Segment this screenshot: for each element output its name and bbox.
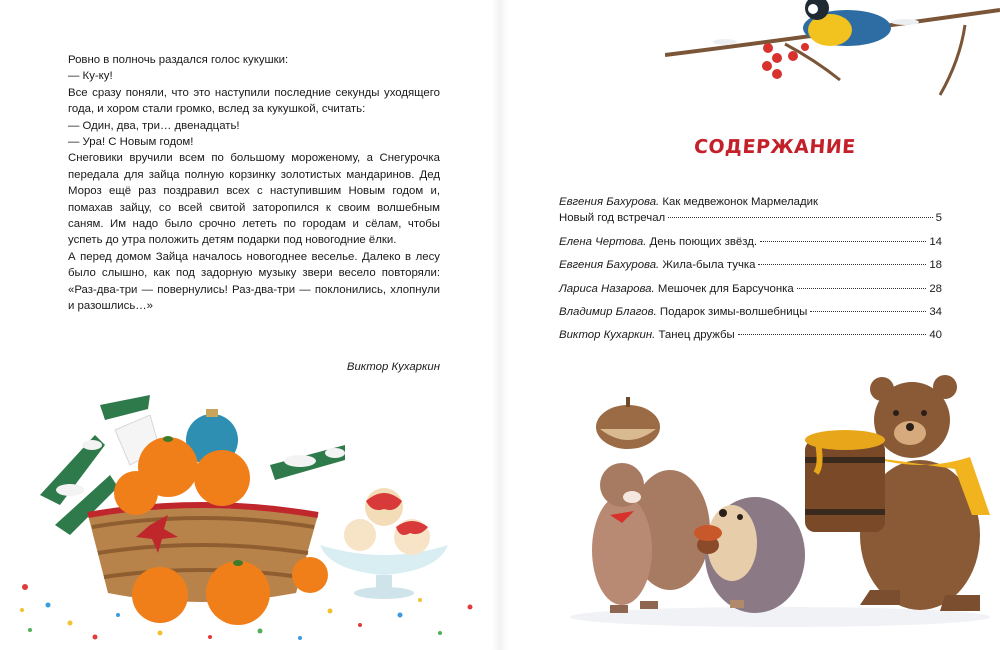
contents-entry[interactable] bbox=[559, 257, 942, 273]
dessert-bowl bbox=[320, 488, 448, 599]
forest-animals-illustration bbox=[560, 365, 1000, 650]
basket bbox=[88, 505, 318, 602]
dot-leader bbox=[758, 264, 926, 265]
entry-author: Лариса Назарова. bbox=[559, 282, 655, 295]
entry-title: Жила-была тучка bbox=[662, 259, 756, 272]
story-paragraph: — Один, два, три… двенадцать! bbox=[68, 119, 240, 132]
story-paragraph: — Ку-ку! bbox=[68, 70, 113, 83]
entry-page: 18 bbox=[929, 259, 942, 272]
entry-title: День поющих звёзд. bbox=[649, 235, 758, 248]
dot-leader bbox=[738, 334, 927, 335]
entry-author: Евгения Бахурова. bbox=[559, 196, 660, 208]
tangerine-basket-illustration bbox=[0, 375, 500, 650]
dot-leader bbox=[668, 217, 932, 218]
entry-author: Виктор Кухаркин. bbox=[559, 329, 656, 342]
story-paragraph: Все сразу поняли, что это наступили последние секунды уходящего года, и хором стали громко, вслед за кукушкой, считать: bbox=[68, 86, 440, 116]
entry-page: 5 bbox=[935, 212, 942, 225]
contents-entry[interactable] bbox=[559, 194, 942, 227]
story-author: Виктор Кухаркин bbox=[346, 361, 440, 373]
squirrel bbox=[592, 397, 710, 613]
entry-author: Евгения Бахурова. bbox=[559, 259, 660, 272]
hedgehog bbox=[694, 497, 805, 613]
story-paragraph: Снеговики вручили всем по большому мороженому, а Снегурочка передала для зайца полную корзинку золотистых мандаринов. Дед Мороз ещё раз поздравил всех с наступившим Новым годом и, помахав зайцу, со всей свитой заторопился к своим волшебным саням. Им надо было срочно лететь по городам и сёлам, чтобы успеть до утра положить детям подарки под новогодние ёлки. bbox=[68, 152, 440, 247]
story-paragraph: — Ура! С Новым годом! bbox=[68, 136, 194, 149]
entry-title: Подарок зимы-волшебницы bbox=[659, 306, 808, 319]
contents-entry[interactable] bbox=[559, 304, 942, 320]
entry-page: 28 bbox=[929, 282, 942, 295]
entry-page: 14 bbox=[929, 235, 942, 248]
story-paragraph: А перед домом Зайца началось новогоднее веселье. Далеко в лесу было слышно, как под задорную музыку звери весело повторяли: «Раз-два-три — повернулись! Раз-два-три — поклонились, хлопнули и разошлись…» bbox=[68, 250, 440, 313]
contents-entry[interactable] bbox=[559, 234, 942, 250]
titmouse-branch-illustration bbox=[665, 0, 1000, 100]
entry-author: Владимир Благов. bbox=[559, 306, 657, 319]
titmouse-bird bbox=[803, 0, 891, 46]
entry-title: Мешочек для Барсучонка bbox=[657, 282, 794, 295]
rowan-berries bbox=[762, 43, 809, 79]
entry-title-cont: Новый год встречал bbox=[559, 212, 666, 225]
contents-list bbox=[559, 194, 942, 351]
dot-leader bbox=[760, 241, 926, 242]
entry-author: Елена Чертова. bbox=[559, 235, 647, 248]
contents-entry[interactable] bbox=[559, 281, 942, 297]
contents-entry[interactable] bbox=[559, 327, 942, 343]
honey-barrel bbox=[805, 430, 885, 532]
story-text bbox=[68, 52, 440, 315]
entry-title: Как медвежонок Мармеладик bbox=[662, 196, 818, 208]
dot-leader bbox=[797, 288, 927, 289]
entry-title: Танец дружбы bbox=[658, 329, 735, 342]
contents-title: СОДЕРЖАНИЕ bbox=[693, 136, 857, 158]
dot-leader bbox=[810, 311, 926, 312]
entry-page: 40 bbox=[929, 329, 942, 342]
story-paragraph: Ровно в полночь раздался голос кукушки: bbox=[68, 54, 289, 66]
entry-page: 34 bbox=[929, 306, 942, 319]
